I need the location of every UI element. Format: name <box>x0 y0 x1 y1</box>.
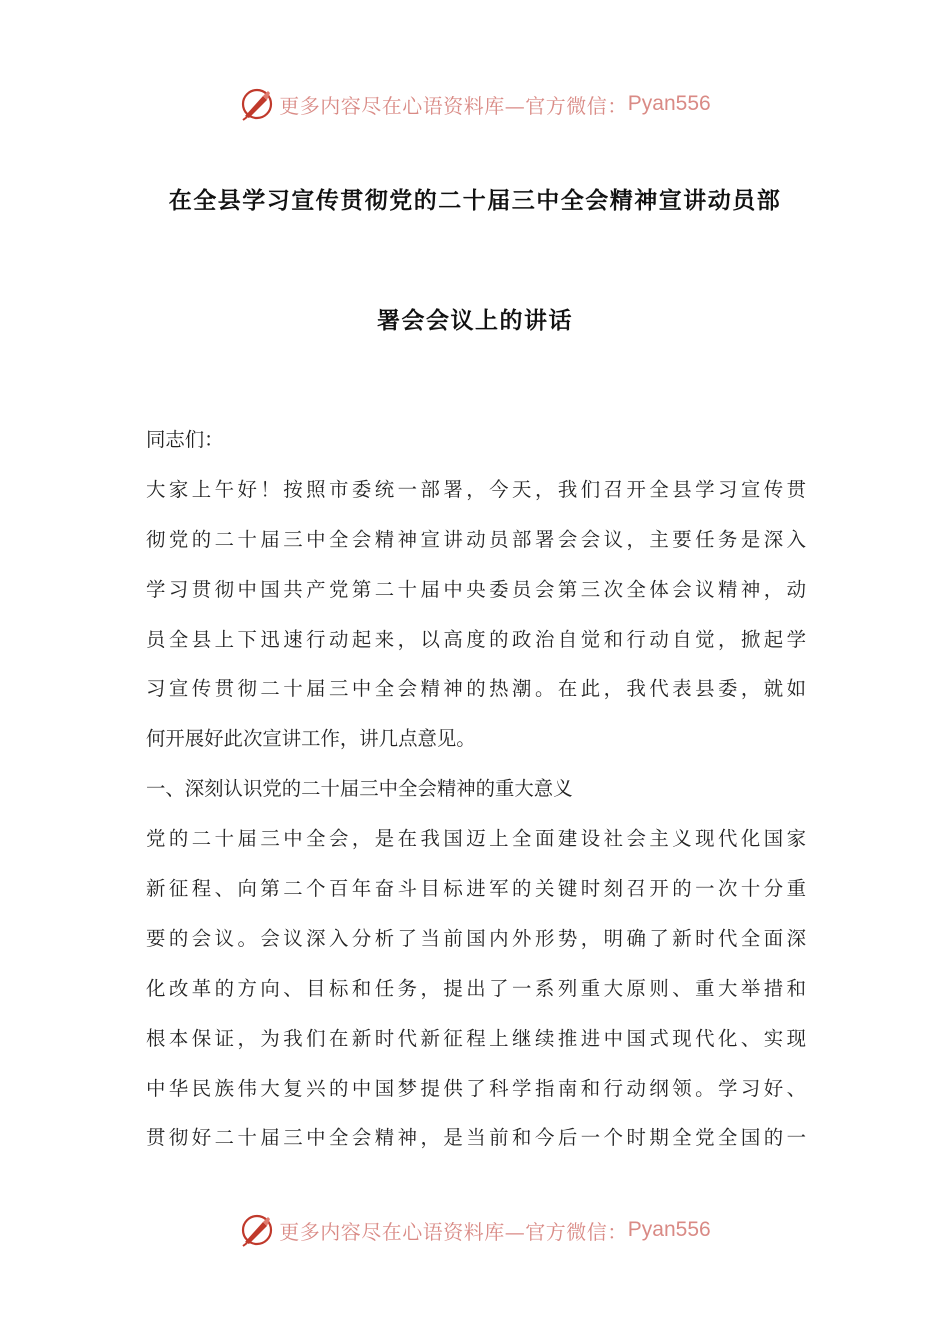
watermark-text: 更多内容尽在心语资料库—官方微信： <box>279 1219 628 1244</box>
paragraph-line: 中华民族伟大复兴的中国梦提供了科学指南和行动纲领。学习好、 <box>146 1076 806 1100</box>
watermark-wechat-id: Pyan556 <box>627 1218 711 1241</box>
document-title-line-2: 署会会议上的讲话 <box>377 308 573 334</box>
pen-nib-logo-icon <box>239 86 275 122</box>
salutation: 同志们： <box>146 428 224 451</box>
paragraph-line: 彻党的二十届三中全会精神宣讲动员部署会会议，主要任务是深入 <box>146 527 806 551</box>
paragraph-line: 员全县上下迅速行动起来，以高度的政治自觉和行动自觉，掀起学 <box>146 627 806 651</box>
paragraph-line: 要的会议。会议深入分析了当前国内外形势，明确了新时代全面深 <box>146 926 806 950</box>
paragraph-line: 化改革的方向、目标和任务，提出了一系列重大原则、重大举措和 <box>146 976 806 1000</box>
watermark-text: 更多内容尽在心语资料库—官方微信： <box>279 93 628 118</box>
watermark-wechat-id: Pyan556 <box>627 92 711 115</box>
paragraph-line: 贯彻好二十届三中全会精神，是当前和今后一个时期全党全国的一 <box>146 1126 806 1150</box>
document-title-line-1: 在全县学习宣传贯彻党的二十届三中全会精神宣讲动员部 <box>168 188 782 214</box>
paragraph-line: 大家上午好！按照市委统一部署，今天，我们召开全县学习宣传贯 <box>146 477 806 501</box>
paragraph-line: 新征程、向第二个百年奋斗目标进军的关键时刻召开的一次十分重 <box>146 877 806 901</box>
paragraph-line: 根本保证，为我们在新时代新征程上继续推进中国式现代化、实现 <box>146 1026 806 1050</box>
paragraph-line: 党的二十届三中全会，是在我国迈上全面建设社会主义现代化国家 <box>146 827 806 851</box>
paragraph-line: 何开展好此次宣讲工作，讲几点意见。 <box>146 727 476 751</box>
footer-watermark <box>0 1210 950 1250</box>
document-body <box>146 415 806 1163</box>
paragraph-line: 学习贯彻中国共产党第二十届中央委员会第三次全体会议精神，动 <box>146 577 806 601</box>
pen-nib-logo-icon <box>239 1212 275 1248</box>
section-heading: 一、深刻认识党的二十届三中全会精神的重大意义 <box>146 777 573 801</box>
paragraph-line: 习宣传贯彻二十届三中全会精神的热潮。在此，我代表县委，就如 <box>146 677 806 701</box>
header-watermark <box>0 84 950 124</box>
